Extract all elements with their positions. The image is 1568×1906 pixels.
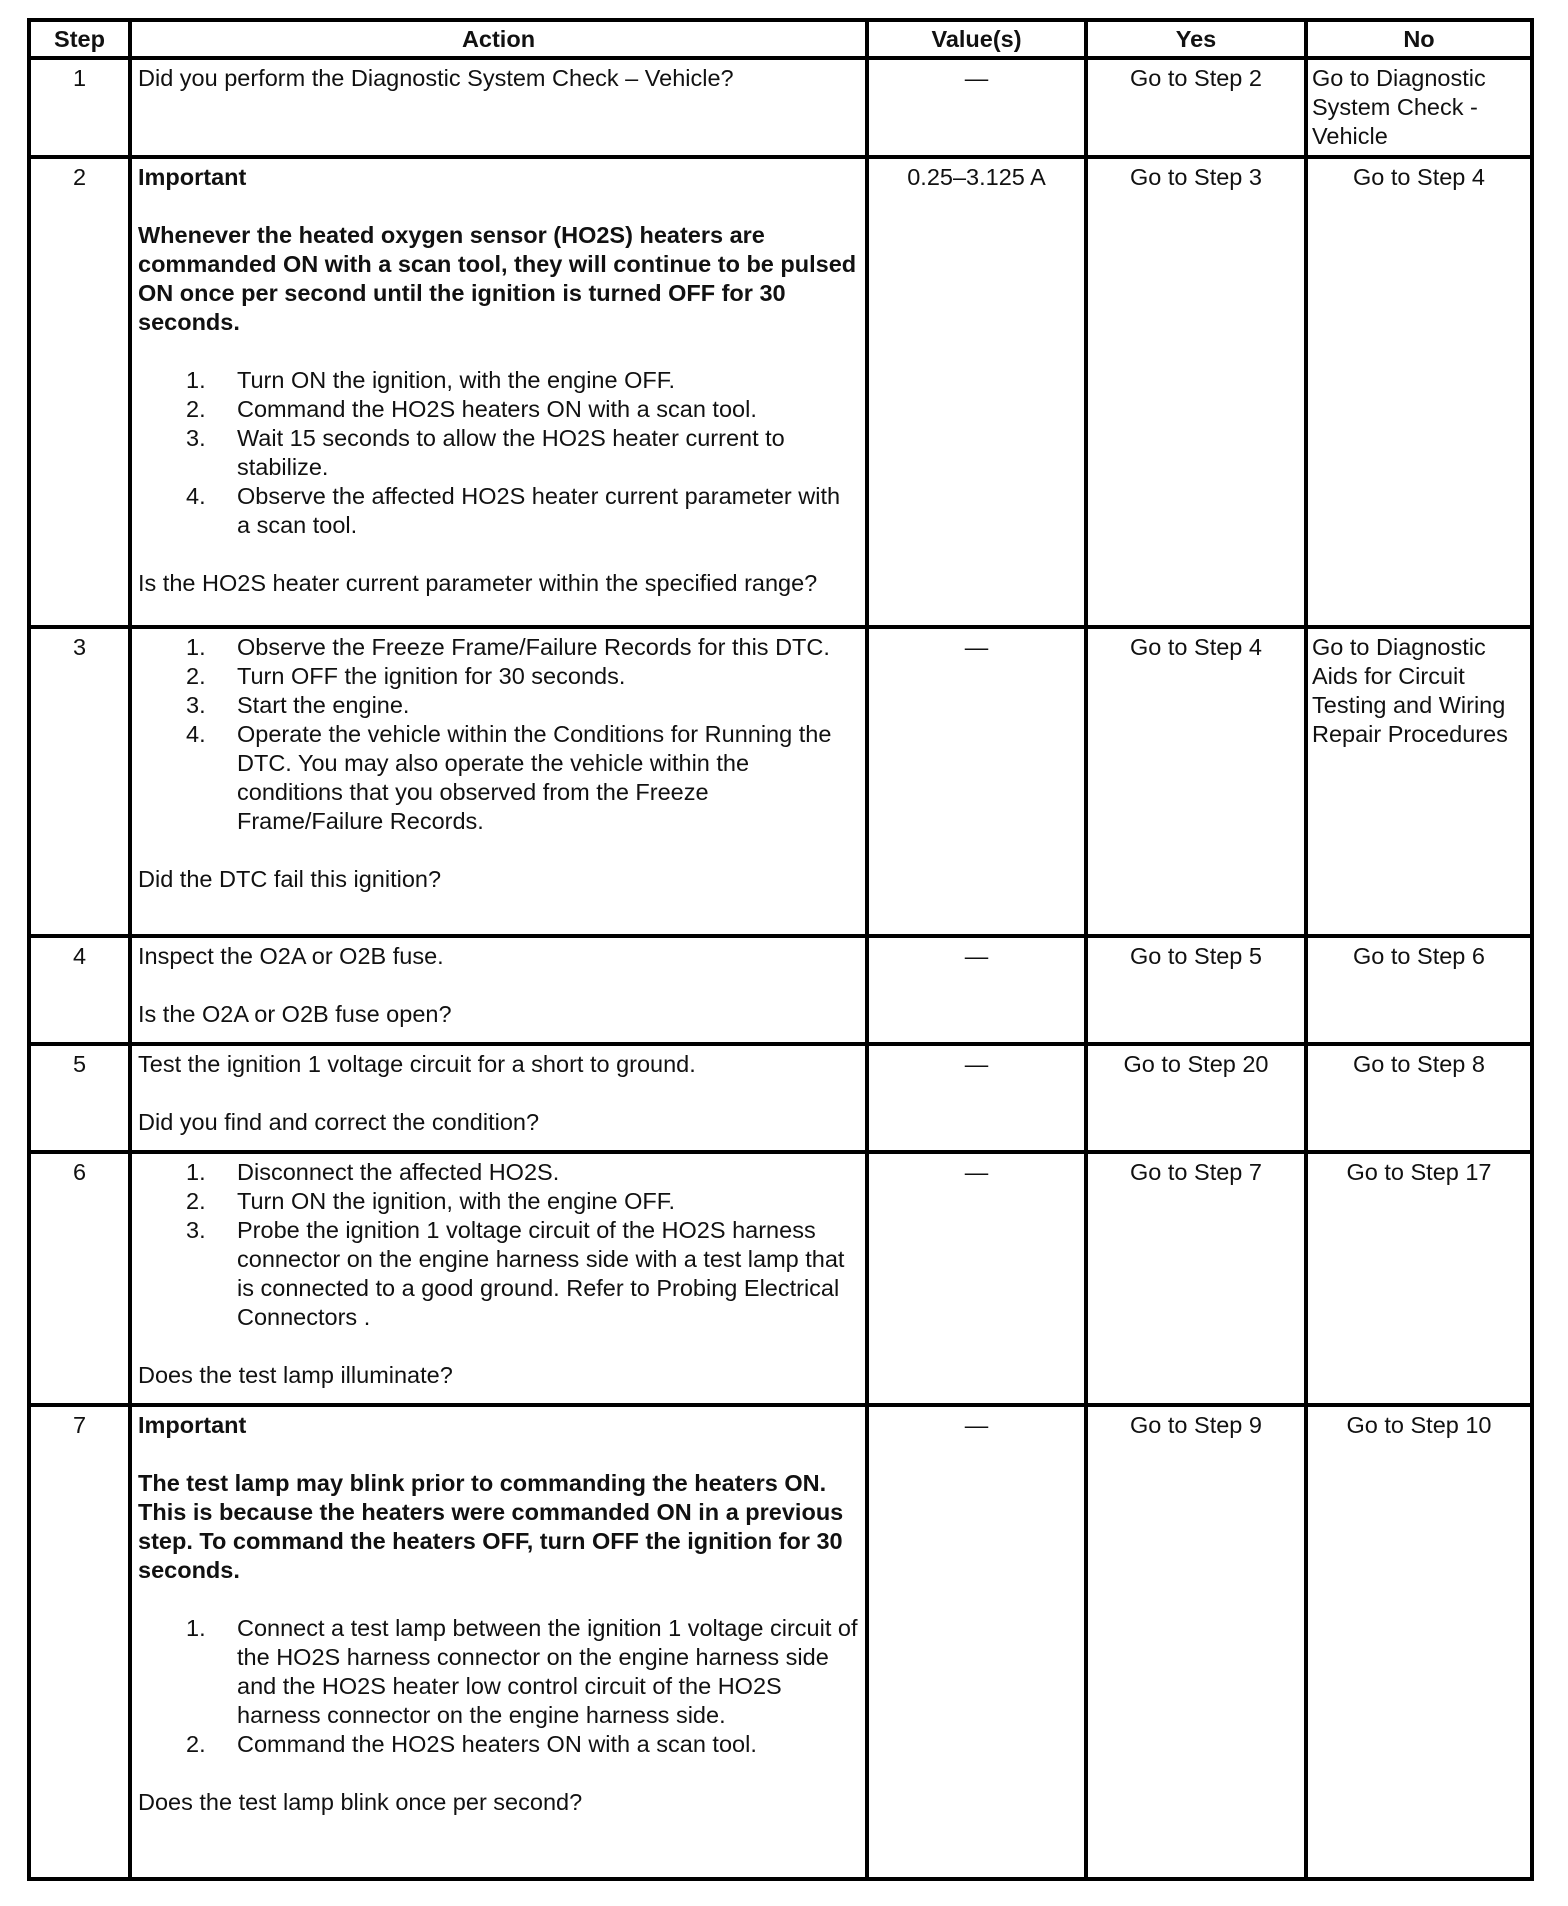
important-note: The test lamp may blink prior to commanding the heaters ON. This is because the heaters were commanded ON in a previous step. To command the heaters OFF, turn OFF the ignition for 30 seconds. [138,1470,844,1583]
table-row [29,157,1532,627]
list-text: Operate the vehicle within the Conditions for Running the DTC. You may also operate the vehicle within the conditions that you observed from the Freeze Frame/Failure Records. [237,721,832,834]
list-text: Command the HO2S heaters ON with a scan tool. [237,396,757,422]
no-cell: Go to Diagnostic System Check - Vehicle [1306,58,1532,157]
value-cell: — [867,1405,1086,1879]
value-cell: — [867,1044,1086,1152]
list-text: Observe the affected HO2S heater current parameter with a scan tool. [237,483,841,538]
step-number: 6 [29,1152,130,1405]
step-number: 2 [29,157,130,627]
table-row [29,1152,1532,1405]
list-item [138,1730,859,1759]
list-item [138,691,859,720]
list-text: Wait 15 seconds to allow the HO2S heater current to stabilize. [237,425,785,480]
list-item [138,1187,859,1216]
list-item [138,482,859,540]
action-text: Test the ignition 1 voltage circuit for a short to ground. [138,1051,696,1077]
yes-cell: Go to Step 5 [1086,936,1306,1044]
list-number: 1. [186,634,206,660]
header-no: No [1306,20,1532,58]
list-number: 3. [186,692,206,718]
list-text: Disconnect the affected HO2S. [237,1159,560,1185]
no-cell: Go to Step 10 [1306,1405,1532,1879]
list-item [138,366,859,395]
list-number: 3. [186,1217,206,1243]
value-cell: — [867,627,1086,936]
list-number: 2. [186,396,206,422]
list-item [138,1614,859,1730]
header-yes: Yes [1086,20,1306,58]
no-cell: Go to Step 17 [1306,1152,1532,1405]
header-action: Action [130,20,867,58]
step-number: 1 [29,58,130,157]
important-note: Whenever the heated oxygen sensor (HO2S) heaters are commanded ON with a scan tool, they will continue to be pulsed ON once per second until the ignition is turned OFF for 30 seconds. [138,222,857,335]
yes-cell: Go to Step 7 [1086,1152,1306,1405]
list-number: 4. [186,483,206,509]
action-cell [130,58,867,157]
header-row [29,20,1532,58]
diagnostic-table-container [27,18,1530,1881]
procedure-list [138,633,859,836]
action-cell [130,1044,867,1152]
table-row [29,627,1532,936]
list-text: Turn OFF the ignition for 30 seconds. [237,663,626,689]
value-cell: — [867,58,1086,157]
yes-cell: Go to Step 2 [1086,58,1306,157]
action-cell [130,1405,867,1879]
list-item [138,424,859,482]
list-item [138,1216,859,1332]
yes-cell: Go to Step 9 [1086,1405,1306,1879]
important-heading: Important [138,1412,247,1438]
question-text: Does the test lamp blink once per second? [138,1789,583,1815]
action-text: Did you perform the Diagnostic System Check – Vehicle? [138,65,734,91]
step-number: 5 [29,1044,130,1152]
no-cell: Go to Step 8 [1306,1044,1532,1152]
table-row [29,936,1532,1044]
list-text: Command the HO2S heaters ON with a scan tool. [237,1731,757,1757]
spacer [138,971,859,1000]
list-number: 1. [186,1159,206,1185]
list-text: Probe the ignition 1 voltage circuit of the HO2S harness connector on the engine harness side with a test lamp that is connected to a good ground. Refer to Probing Electrical Connectors . [237,1217,845,1330]
no-cell: Go to Step 4 [1306,157,1532,627]
question-text: Did you find and correct the condition? [138,1109,540,1135]
diagnostic-table [27,18,1534,1881]
step-number: 7 [29,1405,130,1879]
yes-cell: Go to Step 3 [1086,157,1306,627]
value-cell: — [867,1152,1086,1405]
list-item [138,720,859,836]
list-number: 1. [186,1615,206,1641]
spacer [138,1079,859,1108]
list-number: 4. [186,721,206,747]
value-cell: 0.25–3.125 A [867,157,1086,627]
list-number: 3. [186,425,206,451]
action-cell [130,936,867,1044]
list-item [138,1158,859,1187]
list-text: Turn ON the ignition, with the engine OFF. [237,367,676,393]
list-item [138,662,859,691]
no-cell: Go to Diagnostic Aids for Circuit Testing and Wiring Repair Procedures [1306,627,1532,936]
no-cell: Go to Step 6 [1306,936,1532,1044]
table-row [29,1405,1532,1879]
action-cell [130,1152,867,1405]
question-text: Did the DTC fail this ignition? [138,866,442,892]
step-number: 4 [29,936,130,1044]
yes-cell: Go to Step 4 [1086,627,1306,936]
table-row [29,1044,1532,1152]
question-text: Does the test lamp illuminate? [138,1362,453,1388]
list-item [138,633,859,662]
question-text: Is the O2A or O2B fuse open? [138,1001,452,1027]
list-number: 2. [186,663,206,689]
list-text: Observe the Freeze Frame/Failure Records for this DTC. [237,634,830,660]
yes-cell: Go to Step 20 [1086,1044,1306,1152]
list-text: Connect a test lamp between the ignition 1 voltage circuit of the HO2S harness connector on the engine harness side and the HO2S heater low control circuit of the HO2S harness connector on the engine harness side. [237,1615,858,1728]
value-cell: — [867,936,1086,1044]
header-step: Step [29,20,130,58]
step-number: 3 [29,627,130,936]
list-text: Turn ON the ignition, with the engine OFF. [237,1188,676,1214]
procedure-list [138,1158,859,1332]
list-number: 1. [186,367,206,393]
action-cell [130,627,867,936]
action-text: Inspect the O2A or O2B fuse. [138,943,444,969]
list-number: 2. [186,1731,206,1757]
question-text: Is the HO2S heater current parameter within the specified range? [138,570,818,596]
list-number: 2. [186,1188,206,1214]
action-cell [130,157,867,627]
list-text: Start the engine. [237,692,410,718]
important-heading: Important [138,164,247,190]
list-item [138,395,859,424]
header-values: Value(s) [867,20,1086,58]
table-row [29,58,1532,157]
procedure-list [138,366,859,540]
procedure-list [138,1614,859,1759]
